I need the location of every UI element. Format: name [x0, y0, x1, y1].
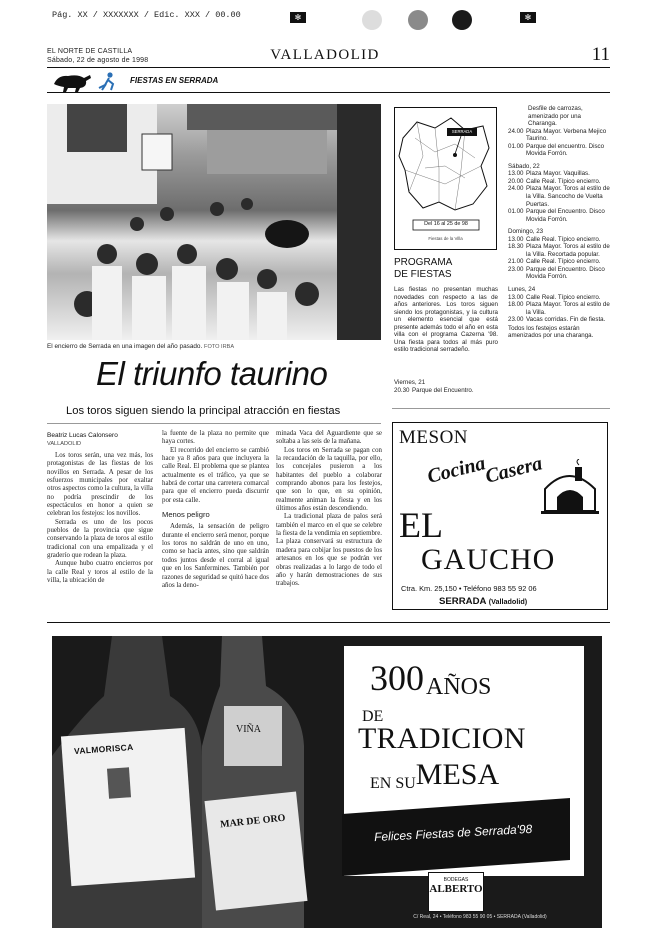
paper-name: EL NORTE DE CASTILLA: [47, 48, 133, 55]
program-row: [508, 301, 610, 316]
encierro-photo: [47, 104, 381, 340]
ad-footer: C/ Real, 24 • Teléfono 983 55 90 05 • SERRADA (Valladolid): [413, 914, 547, 920]
label-mar-de-oro: MAR DE ORO: [219, 812, 286, 831]
program-time: 20.30: [394, 386, 410, 394]
program-event: Parque del Encuentro.: [412, 386, 474, 394]
program-time: 20.00: [508, 177, 524, 185]
words-en-su: EN SU: [370, 775, 416, 792]
brand-top: BODEGAS: [443, 877, 469, 883]
program-row: [508, 185, 610, 208]
program-rule: [392, 408, 610, 409]
map-footer: Fiestas de la Villa: [428, 236, 463, 241]
program-time: 18.00: [508, 301, 524, 309]
photo-credit: FOTO IRBA: [204, 344, 235, 350]
meson-address: Ctra. Km. 25,150 • Teléfono 983 55 92 06: [401, 584, 537, 593]
program-title-line: PROGRAMA: [394, 257, 453, 268]
program-row: [508, 294, 610, 302]
paragraph: minada Vaca del Aguardiente que se soltaba a las seis de la mañana.: [276, 430, 382, 446]
meson-town: [439, 596, 527, 607]
program-friday-start: [394, 379, 498, 394]
paragraph: Además, la sensación de peligro durante el encierro será menor, porque los toros no saldrán de uno en uno, como se hacía antes, sino que saldrán todos juntos desde el corral al igual que en los Sanfermines. También por razones de seguridad se quitó hace dos años la deno-: [162, 523, 269, 589]
program-day-label: Lunes, 24: [508, 286, 536, 294]
color-dot-dark: [452, 10, 472, 30]
program-event: Plaza Mayor. Verbena Mejico Taurino.: [526, 127, 607, 143]
program-time: 13.00: [508, 170, 524, 178]
town-name: SERRADA: [439, 596, 487, 607]
paragraph: Aunque hubo cuatro encierros por la calle Real y toros al estilo de la villa, la ubicación de: [47, 560, 153, 585]
casera-script: Casera: [483, 452, 545, 488]
brand-name: ALBERTO: [429, 883, 483, 895]
program-event: Plaza Mayor. Toros al estilo de la Villa.: [526, 301, 610, 316]
paragraph: la fuente de la plaza no permite que haya cortes.: [162, 430, 269, 446]
program-row: [508, 208, 610, 223]
program-row: [508, 128, 610, 143]
province-name: (Valladolid): [488, 597, 528, 606]
program-event: Plaza Mayor. Toros al estilo de la Villa. Recortada popular.: [526, 243, 610, 258]
program-event-cont: Desfile de carrozas, amenizado por una Charanga.: [528, 105, 583, 128]
program-day-label: Viernes, 21: [394, 379, 426, 386]
paragraph: Los toros en Serrada se pagan con la recaudación de la taquilla, por ello, los concejales pusieron a los habitantes del pueblo a colaborar comprando abonos para los festejos, que son lo que, en su opinión, realmente animan la fiesta y en los últimos años están descendiendo.: [276, 446, 382, 513]
section-tag: FIESTAS EN SERRADA: [130, 76, 219, 85]
program-time: 23.00: [508, 265, 524, 273]
map-dates: Del 16 al 25 de 98: [424, 221, 468, 227]
program-time: 13.00: [508, 235, 524, 243]
registration-mark-right: ✻: [520, 12, 536, 23]
program-schedule: [508, 105, 610, 340]
section-rule: [47, 92, 610, 93]
ad-separator: [47, 622, 610, 623]
section-title: VALLADOLID: [270, 47, 380, 63]
el-word: EL: [399, 505, 443, 545]
gaucho-word: GAUCHO: [421, 543, 556, 576]
page-number: 11: [591, 44, 610, 65]
headline: El triunfo taurino: [96, 355, 328, 392]
serrada-map: [394, 107, 497, 250]
program-title: [394, 257, 452, 280]
photo-caption: [47, 343, 234, 350]
dateline: VALLADOLID: [47, 441, 82, 447]
program-note: Todos los festejos estarán amenizados por una charanga.: [508, 324, 594, 340]
bull-runner-icon: [50, 70, 128, 92]
label-vina: VIÑA: [236, 724, 261, 735]
registration-mark-left: ✻: [290, 12, 306, 23]
program-title-line: DE FIESTAS: [394, 268, 452, 280]
program-event: Plaza Mayor. Toros al estilo de la Villa. Sancocho de Vuelta Puertas.: [526, 185, 610, 208]
program-event: Parque del encuentro. Disco Movida Forrón.: [526, 142, 605, 158]
program-row: [394, 387, 498, 395]
program-event: Plaza Mayor. Vaquillas.: [526, 170, 590, 178]
program-day-label: Sábado, 22: [508, 162, 540, 170]
program-event: Calle Real. Típico encierro.: [526, 235, 601, 243]
program-time: 24.00: [508, 185, 524, 193]
slogan-300: [370, 660, 491, 705]
article-column-2: [162, 430, 269, 590]
program-row: [508, 143, 610, 158]
program-row: [508, 178, 610, 186]
program-row: [508, 243, 610, 258]
header-rule: [47, 67, 610, 68]
program-time: 01.00: [508, 142, 524, 150]
article-column-3: [276, 430, 382, 589]
program-event: Calle Real. Típico encierro.: [526, 177, 601, 185]
map-label: SERRADA: [451, 129, 473, 134]
program-time: 21.00: [508, 258, 524, 266]
author: Beatriz Lucas Calonsero: [47, 432, 118, 439]
program-time: 23.00: [508, 316, 524, 324]
cocina-script: Cocina: [425, 452, 488, 488]
program-intro: Las fiestas no presentan muchas novedades con respecto a las de años anteriores. Los toros siguen siendo los protagonistas, y la cultura un elemento esencial que está presente además todo el año en esta villa con el programa Cazerna '98. Una fiesta para todos al más puro estilo tradicional serradeño.: [394, 286, 498, 353]
slogan-de: DE: [362, 708, 384, 725]
label-valmorisca: VALMORISCA: [73, 741, 134, 757]
subheadline: Los toros siguen siendo la principal atracción en fiestas: [66, 405, 341, 417]
program-time: 24.00: [508, 127, 524, 135]
program-event: Parque del Encuentro. Disco Movida Forrón.: [526, 208, 605, 223]
slogan-tradicion: TRADICION: [358, 722, 526, 755]
program-time: 01.00: [508, 208, 524, 216]
meson-el-gaucho-ad: [392, 422, 608, 610]
slogan-en-su-mesa: [370, 758, 499, 794]
caption-text: El encierro de Serrada en una imagen del año pasado.: [47, 343, 203, 350]
program-time: 18.30: [508, 243, 524, 251]
oven-icon: [539, 459, 601, 515]
issue-date: Sábado, 22 de agosto de 1998: [47, 57, 149, 64]
article-subtitle: Menos peligro: [162, 510, 210, 520]
byline: [47, 432, 118, 448]
paragraph: Los toros serán, una vez más, los protagonistas de las fiestas de los novillos en Serrada. A pesar de los esfuerzos municipales por exaltar otros aspectos como la cultura, la villa no podría prescindir de los espectáculos en honor a quien se celebran los festejos: los novillos.: [47, 452, 153, 518]
wine-bottles-illustration: [52, 636, 352, 928]
word-mesa: MESA: [415, 758, 500, 791]
program-event: Calle Real. Típico encierro.: [526, 258, 601, 266]
article-rule: [47, 423, 381, 424]
alberto-logo: [428, 872, 484, 912]
program-row: [508, 266, 610, 281]
program-event: Vacas corridas. Fin de fiesta.: [526, 316, 606, 324]
press-line: Pág. XX / XXXXXXX / Edic. XXX / 00.00: [52, 10, 241, 20]
program-row: [508, 236, 610, 244]
word-anos: AÑOS: [426, 674, 492, 700]
paragraph: La tradicional plaza de palos será también el marco en el que se celebre la fiesta de la vendimia en septiembre. La plaza conservará su estructura de madera para cobijar los puestos de los artesanos en los que se podrán ver obras realizadas a lo largo de todo el año y harán demostraciones de sus trabajos.: [276, 513, 382, 588]
program-row: [508, 316, 610, 324]
program-event: Calle Real. Típico encierro.: [526, 293, 601, 301]
article-column-1: [47, 452, 153, 586]
ribbon-text: Felices Fiestas de Serrada'98: [373, 821, 533, 845]
meson-word: MESON: [399, 427, 469, 448]
program-event: Parque del Encuentro. Disco Movida Forrón.: [526, 265, 605, 281]
color-dot-mid: [408, 10, 428, 30]
color-dot-light: [362, 10, 382, 30]
number-300: 300: [370, 658, 424, 698]
program-row: [508, 170, 610, 178]
program-time: 13.00: [508, 293, 524, 301]
paragraph: Serrada es uno de los pocos pueblos de la provincia que sigue conservando la plaza de toros al estilo tradicional con una empalizada y el graderío que rodean la plaza.: [47, 518, 153, 560]
bodegas-alberto-ad: [52, 636, 602, 928]
paragraph: El recorrido del encierro se cambió hace ya 8 años para que incluyera la calle Real. El problema que se plantea actualmente es el tráfico, ya que se habrá de cortar una carretera comarcal para que el encierro pueda discurrir por esta calle.: [162, 446, 269, 504]
program-row: [508, 258, 610, 266]
program-day-label: Domingo, 23: [508, 228, 544, 236]
